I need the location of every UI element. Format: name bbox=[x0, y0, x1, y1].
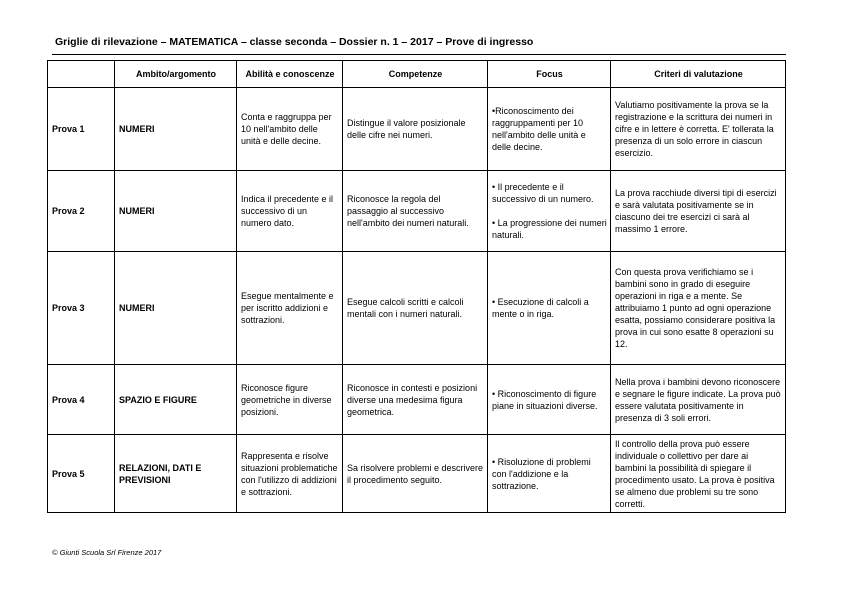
copyright-footer: © Giunti Scuola Srl Firenze 2017 bbox=[52, 548, 162, 557]
ambito-cell: NUMERI bbox=[115, 88, 237, 171]
competenze-cell: Esegue calcoli scritti e calcoli mentali con i numeri naturali. bbox=[343, 252, 488, 365]
focus-cell bbox=[488, 252, 611, 365]
table-row bbox=[48, 365, 786, 435]
competenze-cell: Riconosce la regola del passaggio al successivo nell'ambito dei numeri naturali. bbox=[343, 171, 488, 252]
prova-cell: Prova 3 bbox=[48, 252, 115, 365]
focus-cell bbox=[488, 171, 611, 252]
header-cell-criteri: Criteri di valutazione bbox=[611, 61, 786, 88]
prova-cell: Prova 2 bbox=[48, 171, 115, 252]
header-cell-empty bbox=[48, 61, 115, 88]
header-cell-ambito: Ambito/argomento bbox=[115, 61, 237, 88]
criteri-cell: Valutiamo positivamente la prova se la registrazione e la scrittura dei numeri in cifre e in lettere è corretta. E' tollerata la presenza di un solo errore in ciascun esercizio. bbox=[611, 88, 786, 171]
criteri-cell: Nella prova i bambini devono riconoscere e segnare le figure indicate. La prova può essere valutata positivamente in presenza di 3 soli errori. bbox=[611, 365, 786, 435]
focus-item: • Esecuzione di calcoli a mente o in riga. bbox=[492, 297, 589, 319]
prova-cell: Prova 1 bbox=[48, 88, 115, 171]
prova-cell: Prova 4 bbox=[48, 365, 115, 435]
criteri-cell: Con questa prova verifichiamo se i bambini sono in grado di eseguire operazioni in riga e a mente. Se attribuiamo 1 punto ad ogni operazione esatta, possiamo considerare positiva la prova in cui sono esatte 8 operazioni su 12. bbox=[611, 252, 786, 365]
document-title: Griglie di rilevazione – MATEMATICA – classe seconda – Dossier n. 1 – 2017 – Prove di ingresso bbox=[55, 36, 534, 48]
ambito-cell: RELAZIONI, DATI E PREVISIONI bbox=[115, 435, 237, 513]
abilita-cell: Rappresenta e risolve situazioni problematiche con l'utilizzo di addizioni e sottrazioni. bbox=[237, 435, 343, 513]
focus-item: • Il precedente e il successivo di un numero. bbox=[492, 182, 594, 204]
focus-item: • La progressione dei numeri naturali. bbox=[492, 218, 607, 240]
abilita-cell: Esegue mentalmente e per iscritto addizioni e sottrazioni. bbox=[237, 252, 343, 365]
abilita-cell: Conta e raggruppa per 10 nell'ambito delle unità e delle decine. bbox=[237, 88, 343, 171]
table-header-row bbox=[48, 61, 786, 88]
focus-cell bbox=[488, 88, 611, 171]
criteri-cell: Il controllo della prova può essere individuale o collettivo per dare ai bambini la possibilità di spiegare il procedimento usato. La prova è positiva se almeno due problemi su tre sono corretti. bbox=[611, 435, 786, 513]
focus-item: • Riconoscimento di figure piane in situazioni diverse. bbox=[492, 388, 598, 411]
evaluation-grid-table bbox=[47, 60, 786, 513]
focus-item: •Riconoscimento dei raggruppamenti per 10 nell'ambito delle unità e delle decine. bbox=[492, 106, 586, 152]
focus-cell bbox=[488, 435, 611, 513]
prova-cell: Prova 5 bbox=[48, 435, 115, 513]
ambito-cell: NUMERI bbox=[115, 171, 237, 252]
table-row bbox=[48, 171, 786, 252]
header-cell-focus: Focus bbox=[488, 61, 611, 88]
focus-cell bbox=[488, 365, 611, 435]
competenze-cell: Sa risolvere problemi e descrivere il procedimento seguito. bbox=[343, 435, 488, 513]
ambito-cell: SPAZIO E FIGURE bbox=[115, 365, 237, 435]
table-row bbox=[48, 435, 786, 513]
ambito-cell: NUMERI bbox=[115, 252, 237, 365]
table-row bbox=[48, 252, 786, 365]
header-cell-abilita: Abilità e conoscenze bbox=[237, 61, 343, 88]
competenze-cell: Distingue il valore posizionale delle cifre nei numeri. bbox=[343, 88, 488, 171]
criteri-cell: La prova racchiude diversi tipi di esercizi e sarà valutata positivamente se in ciascuno dei tre esercizi ci sarà al massimo 1 errore. bbox=[611, 171, 786, 252]
abilita-cell: Riconosce figure geometriche in diverse posizioni. bbox=[237, 365, 343, 435]
header-cell-competenze: Competenze bbox=[343, 61, 488, 88]
title-divider bbox=[52, 54, 786, 55]
competenze-cell: Riconosce in contesti e posizioni diverse una medesima figura geometrica. bbox=[343, 365, 488, 435]
table-row bbox=[48, 88, 786, 171]
abilita-cell: Indica il precedente e il successivo di un numero dato. bbox=[237, 171, 343, 252]
focus-item: • Risoluzione di problemi con l'addizione e la sottrazione. bbox=[492, 456, 591, 491]
